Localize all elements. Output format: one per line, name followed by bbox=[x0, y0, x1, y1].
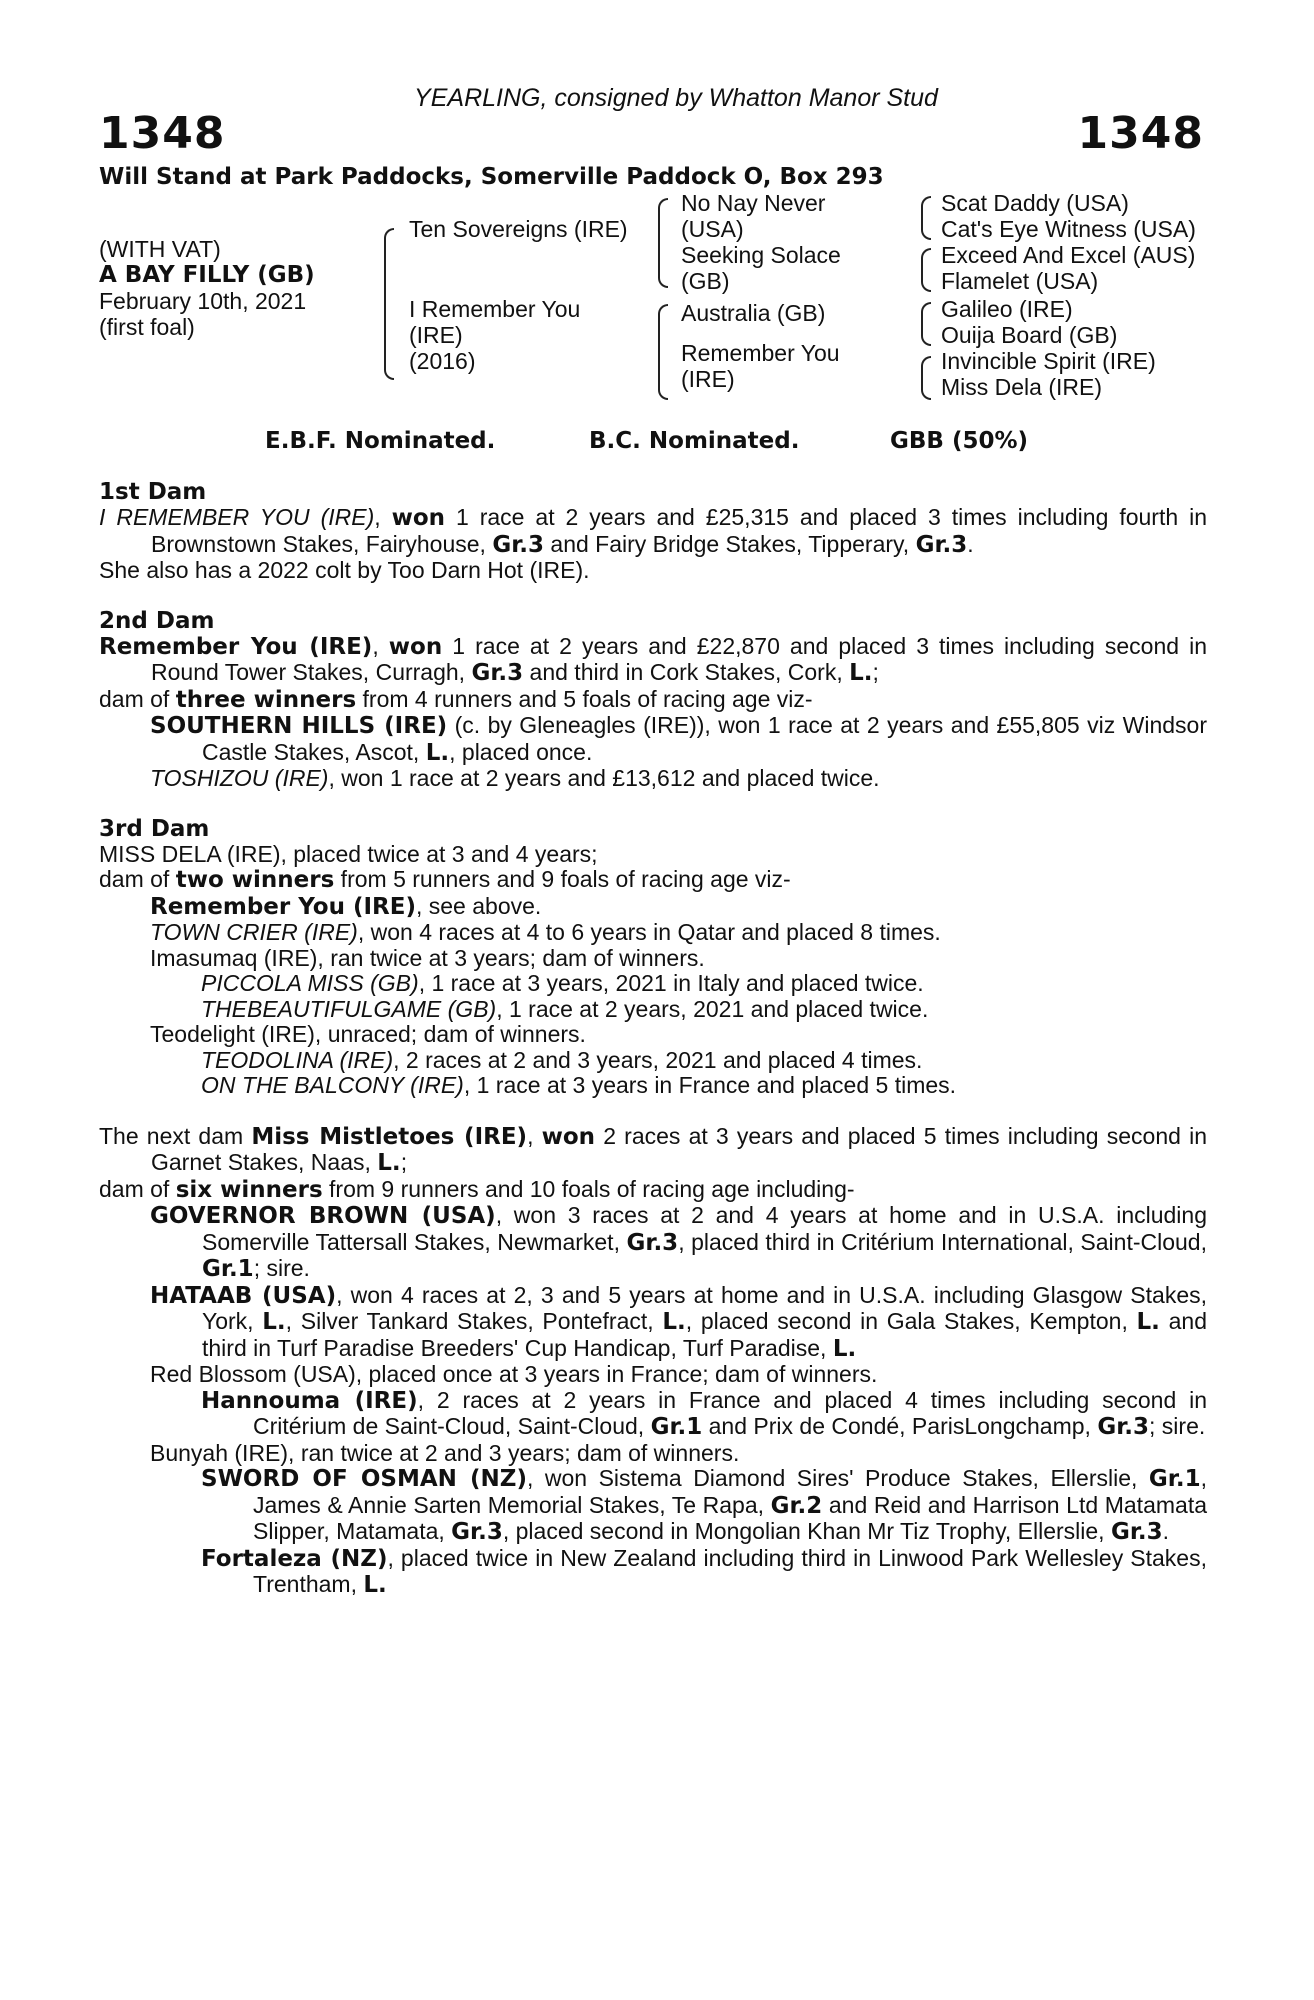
record-text: ; sire. bbox=[253, 1255, 310, 1281]
sire-sire-line2: (USA) bbox=[681, 216, 744, 242]
record-text: , won 3 races at 2 and 4 years at home and in U.S.A. including Somerville Tattersall Stakes, Newmarket, bbox=[202, 1202, 1207, 1255]
grade-label: L. bbox=[377, 1150, 401, 1176]
gbb-status: GBB (50%) bbox=[890, 428, 1029, 454]
summary-text: dam of bbox=[99, 685, 176, 712]
progeny-name: THEBEAUTIFULGAME (GB) bbox=[201, 995, 497, 1022]
progeny-name: ON THE BALCONY (IRE) bbox=[201, 1072, 464, 1098]
record-text: . bbox=[967, 530, 974, 557]
record-text: and Reid and Harrison Ltd Matamata Slipper, Matamata, bbox=[253, 1491, 1207, 1544]
first-dam-record: I REMEMBER YOU (IRE), won 1 race at 2 years and £25,315 and placed 3 times including fourth in Brownstown Stakes, Fairyhouse, Gr.3 and Fairy Bridge Stakes, Tipperary, Gr.3. bbox=[99, 504, 1207, 558]
lot-number-row bbox=[99, 108, 1207, 164]
won-label: won bbox=[391, 505, 446, 531]
summary-text: from 4 runners and 5 foals of racing age viz- bbox=[356, 685, 813, 712]
grade-label: L. bbox=[425, 739, 450, 766]
next-dam-section bbox=[99, 1124, 1207, 1599]
progeny-entry bbox=[99, 766, 1207, 792]
record-text: . bbox=[1162, 1518, 1170, 1544]
record-text: , Silver Tankard Stakes, Pontefract, bbox=[285, 1308, 663, 1334]
progeny-entry: Teodelight (IRE), unraced; dam of winners. bbox=[150, 1021, 586, 1047]
record-text: 2 races at 3 years and placed 5 times including second in Garnet Stakes, Naas, bbox=[151, 1122, 1207, 1175]
dam-name-line1: I Remember You bbox=[409, 296, 581, 322]
progeny-name: GOVERNOR BROWN (USA) bbox=[150, 1203, 496, 1229]
pedigree-brace-5 bbox=[921, 248, 931, 292]
progeny-name: TOSHIZOU (IRE) bbox=[150, 765, 329, 791]
progeny-name: SOUTHERN HILLS (IRE) bbox=[150, 713, 448, 739]
gg-sire-3: Galileo (IRE) bbox=[941, 296, 1073, 322]
dam-dam-line2: (IRE) bbox=[681, 366, 735, 392]
progeny-entry: Bunyah (IRE), ran twice at 2 and 3 years; dam of winners. bbox=[150, 1439, 740, 1466]
grade-label: L. bbox=[832, 1335, 857, 1362]
progeny-name: TEODOLINA (IRE) bbox=[201, 1046, 394, 1073]
record-text: 1 race at 2 years and £25,315 and placed 3 times including fourth in Brownstown Stakes, Fairyhouse, bbox=[151, 504, 1207, 557]
pedigree-brace-2 bbox=[658, 198, 668, 288]
progeny-entry: Imasumaq (IRE), ran twice at 3 years; dam of winners. bbox=[150, 944, 705, 971]
record-text: , won 4 races at 4 to 6 years in Qatar and placed 8 times. bbox=[357, 919, 941, 945]
third-dam-record: MISS DELA (IRE), placed twice at 3 and 4 years; bbox=[99, 840, 598, 867]
grade-label: Gr.3 bbox=[1110, 1519, 1163, 1545]
pedigree-brace-3 bbox=[658, 304, 668, 400]
grand-progeny-entry bbox=[99, 1546, 1207, 1599]
record-text: 1 race at 2 years and £22,870 and placed 3 times including second in Round Tower Stakes, Curragh, bbox=[151, 632, 1208, 685]
grade-label: Gr.3 bbox=[1097, 1414, 1150, 1440]
record-text: , 1 race at 3 years in France and placed 5 times. bbox=[463, 1072, 957, 1098]
record-text: ; sire. bbox=[1149, 1413, 1206, 1439]
grade-label: Gr.3 bbox=[451, 1519, 503, 1545]
lot-number-left: 1348 bbox=[99, 108, 226, 159]
progeny-entry bbox=[99, 894, 1207, 921]
record-text: , placed once. bbox=[449, 738, 593, 765]
summary-text: dam of bbox=[99, 1175, 176, 1202]
third-dam-heading: 3rd Dam bbox=[99, 815, 210, 842]
pedigree-brace-1 bbox=[384, 228, 394, 380]
progeny-name: TOWN CRIER (IRE) bbox=[150, 919, 358, 945]
grand-progeny-entry bbox=[99, 1073, 1207, 1099]
summary-text: from 5 runners and 9 foals of racing age viz- bbox=[334, 866, 791, 892]
first-dam-section bbox=[99, 480, 1207, 584]
won-label: won bbox=[541, 1123, 596, 1150]
grand-progeny-entry bbox=[99, 971, 1207, 997]
pedigree-brace-6 bbox=[921, 302, 931, 346]
grade-label: Gr.1 bbox=[202, 1256, 254, 1282]
grade-label: Gr.3 bbox=[471, 660, 524, 686]
record-text: , placed second in Mongolian Khan Mr Tiz Trophy, Ellerslie, bbox=[502, 1518, 1111, 1544]
record-text: , 2 races at 2 years in France and placed 4 times including second in Critérium de Saint-Cloud, Saint-Cloud, bbox=[253, 1386, 1207, 1439]
vat-note: (WITH VAT) bbox=[99, 236, 221, 262]
record-text: , placed second in Gala Stakes, Kempton, bbox=[685, 1308, 1137, 1334]
record-text: , placed third in Critérium International, Saint-Cloud, bbox=[678, 1228, 1207, 1255]
record-text: , won Sistema Diamond Sires' Produce Stakes, Ellerslie, bbox=[526, 1465, 1149, 1491]
progeny-entry bbox=[99, 1203, 1207, 1283]
horse-name: A BAY FILLY (GB) bbox=[99, 262, 315, 288]
won-label: won bbox=[388, 633, 443, 660]
gg-dam-1: Cat's Eye Witness (USA) bbox=[941, 216, 1196, 242]
sire-sire-line1: No Nay Never bbox=[681, 190, 826, 216]
progeny-name: Fortaleza (NZ) bbox=[201, 1545, 388, 1572]
dam-name-line2: (IRE) bbox=[409, 322, 463, 348]
record-text: and third in Turf Paradise Breeders' Cup Handicap, Turf Paradise, bbox=[202, 1308, 1207, 1361]
progeny-name: PICCOLA MISS (GB) bbox=[201, 970, 419, 996]
grade-label: L. bbox=[849, 660, 873, 686]
grand-progeny-entry bbox=[99, 997, 1207, 1023]
grade-label: Gr.1 bbox=[1148, 1466, 1201, 1492]
dam-name: Remember You (IRE) bbox=[99, 633, 373, 660]
second-dam-summary bbox=[99, 687, 1207, 714]
record-text: , won 1 race at 2 years and £13,612 and placed twice. bbox=[328, 765, 880, 791]
sire-dam-line2: (GB) bbox=[681, 268, 730, 294]
consignor-line: YEARLING, consigned by Whatton Manor Stud bbox=[414, 84, 938, 112]
record-text: , won 4 races at 2, 3 and 5 years at home and in U.S.A. including Glasgow Stakes, York, bbox=[202, 1281, 1207, 1334]
grade-label: Gr.3 bbox=[915, 531, 968, 558]
grade-label: Gr.1 bbox=[650, 1414, 703, 1440]
next-dam-record: The next dam Miss Mistletoes (IRE), won 2 races at 3 years and placed 5 times including second in Garnet Stakes, Naas, L.; bbox=[99, 1122, 1207, 1176]
second-dam-heading: 2nd Dam bbox=[99, 607, 215, 634]
third-dam-summary bbox=[99, 867, 1207, 894]
progeny-entry bbox=[99, 713, 1207, 766]
record-text: , see above. bbox=[415, 892, 542, 919]
sire-name: Ten Sovereigns (IRE) bbox=[409, 216, 628, 242]
grand-progeny-entry bbox=[99, 1466, 1207, 1546]
grade-label: L. bbox=[662, 1309, 686, 1335]
dam-name-line3: (2016) bbox=[409, 348, 476, 374]
grand-progeny-entry bbox=[99, 1388, 1207, 1441]
first-dam-produce: She also has a 2022 colt by Too Darn Hot (IRE). bbox=[99, 557, 590, 583]
winners-count: three winners bbox=[175, 686, 357, 713]
pedigree-brace-7 bbox=[921, 356, 931, 400]
progeny-entry bbox=[99, 920, 1207, 946]
winners-count: two winners bbox=[175, 867, 335, 893]
second-dam-record: Remember You (IRE), won 1 race at 2 years and £22,870 and placed 3 times including second in Round Tower Stakes, Curragh, Gr.3 and third in Cork Stakes, Cork, L.; bbox=[99, 632, 1208, 686]
bc-nomination: B.C. Nominated. bbox=[589, 428, 800, 454]
foaling-date: February 10th, 2021 bbox=[99, 288, 307, 314]
record-text: , placed twice in New Zealand including third in Linwood Park Wellesley Stakes, Trentham, bbox=[253, 1544, 1207, 1597]
record-text: (c. by Gleneagles (IRE)), won 1 race at 2 years and £55,805 viz Windsor Castle Stakes, Ascot, bbox=[202, 712, 1207, 765]
record-text: The next dam bbox=[99, 1122, 252, 1149]
gg-dam-3: Ouija Board (GB) bbox=[941, 322, 1118, 348]
sire-dam-line1: Seeking Solace bbox=[681, 242, 841, 268]
foal-order: (first foal) bbox=[99, 314, 195, 340]
lot-number-right: 1348 bbox=[1077, 108, 1204, 159]
pedigree-brace-4 bbox=[921, 196, 931, 240]
winners-count: six winners bbox=[175, 1176, 323, 1203]
summary-text: from 9 runners and 10 foals of racing age including- bbox=[322, 1175, 855, 1202]
record-text: and Fairy Bridge Stakes, Tipperary, bbox=[544, 530, 916, 557]
dam-name: Miss Mistletoes (IRE) bbox=[251, 1123, 528, 1150]
dam-dam-line1: Remember You bbox=[681, 340, 840, 366]
nominations-row bbox=[99, 418, 1207, 470]
grade-label: Gr.2 bbox=[770, 1492, 823, 1519]
dam-name: I REMEMBER YOU (IRE) bbox=[99, 504, 375, 530]
grade-label: Gr.3 bbox=[492, 531, 545, 558]
grade-label: L. bbox=[363, 1572, 387, 1598]
record-text: , 1 race at 2 years, 2021 and placed twice. bbox=[496, 995, 929, 1022]
progeny-name: Remember You (IRE) bbox=[150, 893, 416, 920]
dam-sire: Australia (GB) bbox=[681, 300, 826, 326]
progeny-entry bbox=[99, 1283, 1207, 1363]
record-text: and Prix de Condé, ParisLongchamp, bbox=[702, 1413, 1098, 1439]
record-text: , 1 race at 3 years, 2021 in Italy and placed twice. bbox=[418, 970, 924, 996]
pedigree-table bbox=[99, 190, 1207, 418]
progeny-entry: Red Blossom (USA), placed once at 3 years in France; dam of winners. bbox=[150, 1361, 878, 1387]
record-text: , James & Annie Sarten Memorial Stakes, Te Rapa, bbox=[253, 1465, 1207, 1518]
gg-dam-4: Miss Dela (IRE) bbox=[941, 374, 1103, 400]
record-text: ; bbox=[400, 1149, 408, 1175]
record-text: ; bbox=[872, 659, 879, 685]
gg-dam-2: Flamelet (USA) bbox=[941, 268, 1099, 294]
grand-progeny-entry bbox=[99, 1048, 1207, 1074]
progeny-name: SWORD OF OSMAN (NZ) bbox=[201, 1466, 527, 1492]
ebf-nomination: E.B.F. Nominated. bbox=[265, 428, 496, 454]
catalogue-page bbox=[99, 84, 1207, 1599]
grade-label: Gr.3 bbox=[626, 1229, 679, 1256]
grade-label: L. bbox=[1136, 1309, 1160, 1335]
stabling-location: Will Stand at Park Paddocks, Somerville Paddock O, Box 293 bbox=[99, 164, 884, 190]
first-dam-heading: 1st Dam bbox=[99, 479, 207, 505]
summary-text: dam of bbox=[99, 866, 176, 892]
next-dam-summary bbox=[99, 1177, 1207, 1204]
gg-sire-4: Invincible Spirit (IRE) bbox=[941, 348, 1156, 374]
record-text: and third in Cork Stakes, Cork, bbox=[523, 659, 850, 685]
gg-sire-2: Exceed And Excel (AUS) bbox=[941, 242, 1196, 268]
second-dam-section bbox=[99, 609, 1207, 792]
grade-label: L. bbox=[262, 1309, 286, 1335]
third-dam-section bbox=[99, 817, 1207, 1099]
gg-sire-1: Scat Daddy (USA) bbox=[941, 190, 1129, 216]
record-text: , 2 races at 2 and 3 years, 2021 and placed 4 times. bbox=[393, 1046, 923, 1073]
progeny-name: Hannouma (IRE) bbox=[201, 1387, 418, 1414]
progeny-name: HATAAB (USA) bbox=[150, 1282, 337, 1309]
